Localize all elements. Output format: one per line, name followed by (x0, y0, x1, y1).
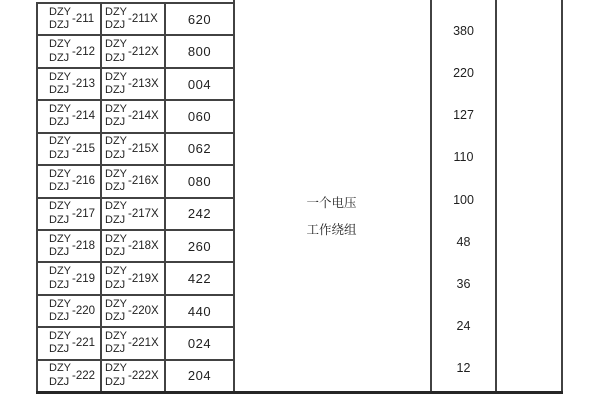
series-stack (105, 330, 127, 357)
voltage-value: 380 (453, 24, 474, 38)
series-top-label: DZY (49, 38, 71, 51)
model-x-number: -221X (128, 337, 159, 350)
series-stack (49, 233, 71, 260)
series-top-label: DZY (49, 232, 71, 245)
series-stack (105, 265, 127, 292)
voltage-column (432, 2, 495, 390)
series-bottom-label: DZJ (105, 148, 126, 161)
series-bottom-label: DZJ (49, 213, 70, 226)
model-number: -218 (72, 240, 96, 253)
series-bottom-label: DZJ (49, 375, 70, 388)
series-top-label: DZY (105, 167, 127, 180)
series-bottom-label: DZJ (49, 278, 70, 291)
model-number: -222 (72, 369, 96, 382)
model-x-cell (102, 328, 166, 358)
model-cell (36, 328, 102, 358)
model-number: -219 (72, 272, 96, 285)
model-cell (36, 231, 102, 261)
series-stack (105, 71, 127, 98)
model-cell (36, 166, 102, 196)
model-x-cell (102, 134, 166, 164)
model-number: -216 (72, 175, 96, 188)
series-top-label: DZY (49, 70, 71, 83)
series-stack (105, 103, 127, 130)
series-stack (49, 71, 71, 98)
column-divider (495, 0, 497, 393)
table-row (36, 296, 233, 328)
model-number: -215 (72, 142, 96, 155)
code-cell: 024 (187, 335, 212, 351)
series-top-label: DZY (49, 329, 71, 342)
winding-label (235, 190, 428, 244)
series-stack (49, 330, 71, 357)
model-x-cell (102, 166, 166, 196)
model-number: -211 (72, 13, 95, 26)
model-x-number: -220X (128, 305, 159, 317)
code-cell: 242 (187, 206, 212, 222)
series-stack (105, 298, 127, 325)
table-right-border (561, 0, 563, 393)
series-stack (49, 298, 71, 325)
model-cell (36, 4, 102, 34)
model-x-number: -215X (128, 142, 159, 155)
series-bottom-label: DZJ (105, 51, 126, 64)
series-top-label: DZY (49, 5, 71, 18)
series-stack (105, 6, 127, 33)
series-bottom-label: DZJ (105, 278, 126, 291)
series-top-label: DZY (105, 362, 127, 375)
model-table (36, 2, 233, 391)
code-cell: 080 (187, 173, 212, 189)
model-number: -221 (72, 337, 96, 350)
model-cell (36, 36, 102, 66)
code-cell: 422 (187, 271, 212, 287)
table-row (36, 36, 233, 68)
series-bottom-label: DZJ (105, 375, 126, 388)
code-cell: 060 (187, 108, 212, 124)
model-x-cell (102, 36, 166, 66)
model-x-number: -219X (128, 272, 159, 285)
series-top-label: DZY (49, 135, 71, 148)
model-number: -213 (72, 78, 96, 91)
table-row (36, 4, 233, 36)
model-number: -217 (72, 207, 96, 220)
series-stack (105, 362, 127, 389)
series-bottom-label: DZJ (105, 116, 126, 129)
series-bottom-label: DZJ (105, 84, 126, 97)
series-top-label: DZY (49, 297, 71, 310)
voltage-value: 100 (453, 192, 474, 207)
series-top-label: DZY (49, 265, 71, 278)
model-x-number: -212X (128, 45, 159, 58)
series-bottom-label: DZJ (105, 343, 126, 356)
series-bottom-label: DZJ (105, 181, 126, 194)
voltage-value: 220 (453, 66, 474, 81)
model-cell (36, 263, 102, 293)
model-cell (36, 134, 102, 164)
series-stack (49, 362, 71, 389)
code-cell: 800 (187, 44, 212, 60)
model-x-cell (102, 231, 166, 261)
series-top-label: DZY (105, 200, 127, 213)
model-cell (36, 361, 102, 391)
series-bottom-label: DZJ (49, 148, 70, 161)
model-x-cell (102, 101, 166, 131)
series-bottom-label: DZJ (49, 19, 70, 32)
model-x-number: -211X (128, 13, 158, 26)
series-top-label: DZY (49, 362, 71, 375)
series-top-label: DZY (105, 102, 127, 115)
series-bottom-label: DZJ (49, 343, 70, 356)
series-bottom-label: DZJ (49, 51, 70, 64)
voltage-value: 36 (456, 276, 471, 291)
series-stack (49, 6, 71, 33)
model-number: -214 (72, 110, 96, 123)
code-cell: 260 (187, 238, 212, 254)
model-x-number: -222X (128, 369, 159, 382)
voltage-value: 48 (456, 234, 471, 249)
series-top-label: DZY (105, 265, 127, 278)
model-x-number: -213X (128, 78, 159, 91)
model-x-cell (102, 4, 166, 34)
series-bottom-label: DZJ (49, 246, 70, 259)
model-x-number: -217X (128, 207, 159, 220)
table-row (36, 231, 233, 263)
series-stack (105, 38, 127, 65)
series-top-label: DZY (105, 232, 127, 245)
series-top-label: DZY (105, 329, 127, 342)
series-top-label: DZY (105, 135, 127, 148)
series-stack (49, 200, 71, 227)
series-stack (49, 103, 71, 130)
series-stack (49, 265, 71, 292)
code-cell: 620 (187, 11, 212, 27)
model-number: -212 (72, 45, 96, 58)
series-bottom-label: DZJ (105, 213, 126, 226)
series-stack (49, 168, 71, 195)
series-top-label: DZY (105, 297, 127, 310)
voltage-value: 127 (453, 108, 474, 123)
series-bottom-label: DZJ (105, 311, 126, 323)
winding-label-line2: 工作绕组 (306, 223, 357, 237)
series-top-label: DZY (105, 5, 127, 18)
series-top-label: DZY (105, 70, 127, 83)
series-bottom-label: DZJ (105, 246, 126, 259)
series-bottom-label: DZJ (49, 311, 70, 323)
table-bottom-border (36, 391, 563, 394)
model-x-cell (102, 263, 166, 293)
series-stack (105, 233, 127, 260)
series-top-label: DZY (49, 167, 71, 180)
table-row (36, 101, 233, 133)
code-cell: 440 (187, 303, 212, 319)
series-stack (105, 168, 127, 195)
table-row (36, 69, 233, 101)
series-stack (105, 200, 127, 227)
model-number: -220 (72, 305, 96, 317)
table-row (36, 199, 233, 231)
model-x-cell (102, 296, 166, 326)
voltage-value: 12 (456, 361, 471, 375)
code-cell: 204 (187, 368, 212, 384)
table-row (36, 166, 233, 198)
code-cell: 062 (187, 141, 212, 157)
table-row (36, 134, 233, 166)
series-top-label: DZY (49, 200, 71, 213)
series-top-label: DZY (49, 102, 71, 115)
series-bottom-label: DZJ (49, 84, 70, 97)
table-row (36, 361, 233, 391)
model-cell (36, 199, 102, 229)
series-top-label: DZY (105, 38, 127, 51)
model-x-cell (102, 199, 166, 229)
model-x-number: -214X (128, 110, 159, 123)
series-stack (49, 135, 71, 162)
table-row (36, 263, 233, 295)
series-bottom-label: DZJ (105, 19, 126, 32)
voltage-value: 110 (453, 150, 474, 165)
winding-label-line1: 一个电压 (306, 196, 357, 210)
series-stack (105, 135, 127, 162)
model-cell (36, 69, 102, 99)
model-x-cell (102, 69, 166, 99)
model-cell (36, 296, 102, 326)
model-cell (36, 101, 102, 131)
model-x-cell (102, 361, 166, 391)
table-row (36, 328, 233, 360)
code-cell: 004 (187, 76, 212, 92)
model-x-number: -218X (128, 240, 159, 253)
series-bottom-label: DZJ (49, 181, 70, 194)
series-bottom-label: DZJ (49, 116, 70, 129)
voltage-value: 24 (456, 318, 471, 333)
series-stack (49, 38, 71, 65)
model-x-number: -216X (128, 175, 159, 188)
